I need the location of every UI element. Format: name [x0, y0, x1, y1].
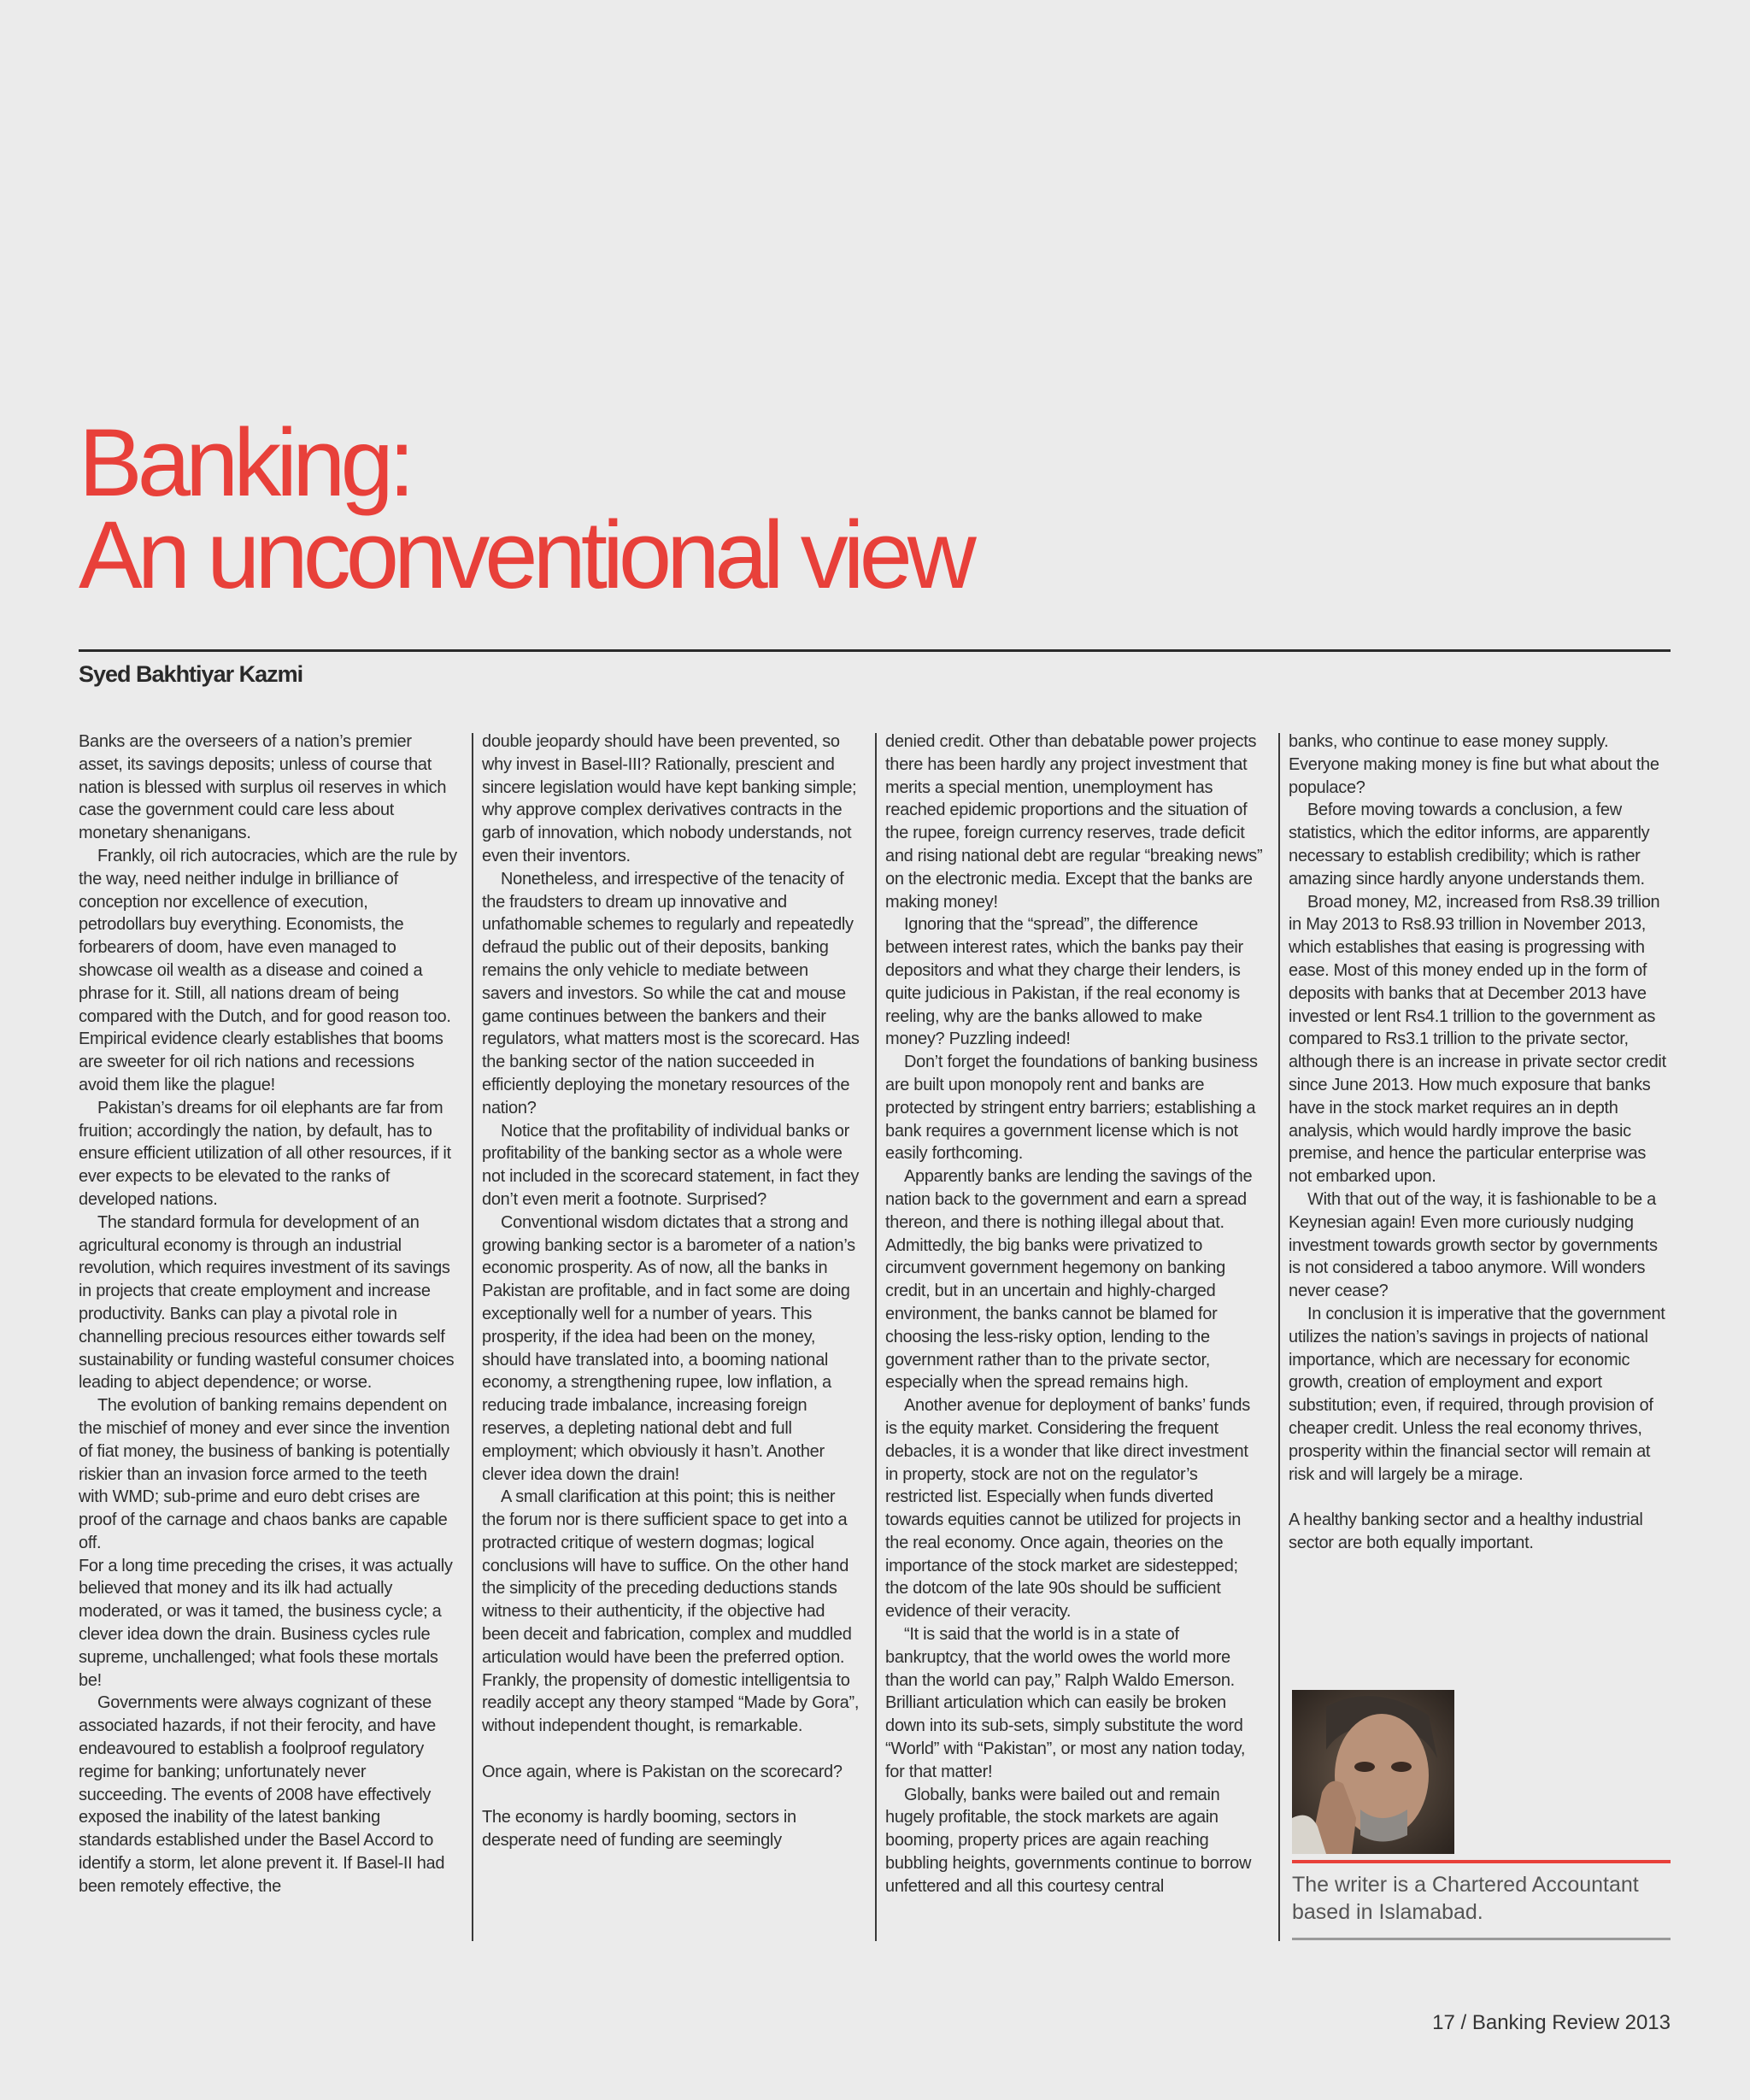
- title-divider: [79, 649, 1671, 652]
- paragraph: Another avenue for deployment of banks’ funds is the equity market. Considering the frequent debacles, it is a wonder that like direct investment in property, stock are not on the regulator’s restricted list. Especially when funds diverted towards equities cannot be utilized for projects in the real economy. Once again, theories on the importance of the stock market are sidestepped; the dotcom of the late 90s should be sufficient evidence of their veracity.: [885, 1396, 1250, 1622]
- paragraph: denied credit. Other than debatable power projects there has been hardly any project investment that merits a special mention, unemployment has reached epidemic proportions and the situation of the rupee, foreign currency reserves, trade deficit and rising national debt are regular “breaking news” on the electronic media. Except that the banks are making money!: [885, 732, 1263, 912]
- paragraph: Frankly, oil rich autocracies, which are the rule by the way, need neither indulge in brilliance of conception nor excellence of execution, petrodollars buy everything. Economists, the forbearers of doom, have even managed to showcase oil wealth as a disease and coined a phrase for it. Still, all nations dream of being compared with the Dutch, and for good reason too. Empirical evidence clearly establishes that booms are sweeter for oil rich nations and recessions avoid them like the plague!: [79, 846, 457, 1094]
- author-portrait: [1292, 1690, 1454, 1854]
- paragraph: The economy is hardly booming, sectors in desperate need of funding are seemingly: [482, 1808, 796, 1851]
- paragraph: Nonetheless, and irrespective of the tenacity of the fraudsters to dream up innovative and unfathomable schemes to regularly and repeatedly defraud the public out of their deposits, banking remains the only vehicle to mediate between savers and investors. So while the cat and mouse game continues between the bankers and their regulators, what matters most is the scorecard. Has the banking sector of the nation succeeded in efficiently deploying the monetary resources of the nation?: [482, 869, 860, 1117]
- title-line-1: Banking:: [79, 409, 410, 516]
- bio-bottom-rule: [1292, 1938, 1671, 1940]
- paragraph: In conclusion it is imperative that the government utilizes the nation’s savings in projects of national importance, which are necessary for economic growth, creation of employment and export substitution; even, if required, through provision of cheaper credit. Unless the real economy thrives, prosperity within the financial sector will remain at risk and will largely be a mirage.: [1289, 1304, 1665, 1484]
- paragraph: The standard formula for development of an agricultural economy is through an industrial revolution, which requires investment of its savings in projects that create employment and increase productivity. Banks can play a pivotal role in channelling precious resources either towards self sustainability or funding wasteful consumer choices leading to abject dependence; or worse.: [79, 1212, 455, 1393]
- paragraph: Notice that the profitability of individual banks or profitability of the banking sector as a whole were not included in the scorecard statement, in fact they don’t even merit a footnote. Surprised?: [482, 1121, 860, 1209]
- column-divider: [472, 733, 473, 1941]
- paragraph: For a long time preceding the crises, it was actually believed that money and its ilk had actually moderated, or was it tamed, the business cycle; a clever idea down the drain. Business cycles rule supreme, unchallenged; what fools these mortals be!: [79, 1556, 453, 1690]
- text-column-2: [482, 730, 860, 1852]
- paragraph: A small clarification at this point; this is neither the forum nor is there sufficient space to get into a protracted critique of western dogmas; logical conclusions will have to suffice. On the other hand the simplicity of the preceding deductions stands witness to their authenticity, if the objective had been deceit and fabrication, complex and muddled articulation would have been the preferred option. Frankly, the propensity of domestic intelligentsia to readily accept any theory stamped “Made by Gora”, without independent thought, is remarkable.: [482, 1487, 860, 1736]
- paragraph: Conventional wisdom dictates that a strong and growing banking sector is a barometer of a nation’s economic prosperity. As of now, all the banks in Pakistan are profitable, and in fact some are doing exceptionally well for a number of years. This prosperity, if the idea had been on the money, should have translated into, a booming national economy, a strengthening rupee, low inflation, a reducing trade imbalance, increasing foreign reserves, a depleting national debt and full employment; which obviously it hasn’t. Another clever idea down the drain!: [482, 1212, 855, 1484]
- paragraph: Banks are the overseers of a nation’s premier asset, its savings deposits; unless of course that nation is blessed with surplus oil reserves in which case the government could care less about monetary shenanigans.: [79, 732, 447, 843]
- paragraph: “It is said that the world is in a state of bankruptcy, that the world owes the world more than the world can pay,” Ralph Waldo Emerson. Brilliant articulation which can easily be broken down into its sub-sets, simply substitute the word “World” with “Pakistan”, or most any nation today, for that matter!: [885, 1625, 1246, 1781]
- text-column-1: [79, 730, 457, 1898]
- paragraph: double jeopardy should have been prevented, so why invest in Basel-III? Rationally, prescient and sincere legislation would have kept banking simple; why approve complex derivatives contracts in the garb of innovation, which nobody understands, not even their inventors.: [482, 732, 857, 865]
- author-bio: The writer is a Chartered Accountant based in Islamabad.: [1292, 1873, 1639, 1924]
- paragraph: The evolution of banking remains dependent on the mischief of money and ever since the invention of fiat money, the business of banking is potentially riskier than an invasion force armed to the teeth with WMD; sub-prime and euro debt crises are proof of the carnage and chaos banks are capable off.: [79, 1396, 450, 1552]
- text-column-3: [885, 730, 1264, 1898]
- paragraph: Don’t forget the foundations of banking business are built upon monopoly rent and banks are protected by stringent entry barriers; establishing a bank requires a government license which is not easily forthcoming.: [885, 1053, 1258, 1164]
- paragraph: Once again, where is Pakistan on the scorecard?: [482, 1762, 843, 1781]
- paragraph: Governments were always cognizant of these associated hazards, if not their ferocity, and have endeavoured to establish a foolproof regulatory regime for banking; unfortunately never succeeding. The events of 2008 have effectively exposed the inability of the latest banking standards established under the Basel Accord to identify a storm, let alone prevent it. If Basel-II had been remotely effective, the: [79, 1693, 445, 1896]
- column-divider: [875, 733, 877, 1941]
- paragraph: With that out of the way, it is fashionable to be a Keynesian again! Even more curiously nudging investment towards growth sector by governments is not considered a taboo anymore. Will wonders never cease?: [1289, 1189, 1658, 1301]
- article-title: [79, 409, 972, 608]
- title-line-2: An unconventional view: [79, 502, 972, 608]
- paragraph: Globally, banks were bailed out and remain hugely profitable, the stock markets are again booming, property prices are again reaching bubbling heights, governments continue to borrow unfettered and all this courtesy central: [885, 1785, 1252, 1896]
- column-divider: [1278, 733, 1280, 1941]
- page-folio: 17 / Banking Review 2013: [1432, 2011, 1671, 2034]
- paragraph: Apparently banks are lending the savings of the nation back to the government and earn a spread thereon, and there is nothing illegal about that. Admittedly, the big banks were privatized to circumvent government hegemony on banking credit, but in an uncertain and highly-charged environment, the banks cannot be blamed for choosing the less-risky option, lending to the government rather than to the private sector, especially when the spread remains high.: [885, 1167, 1253, 1393]
- bio-accent-rule: [1292, 1860, 1671, 1863]
- text-column-4: [1289, 730, 1667, 1555]
- paragraph: Broad money, M2, increased from Rs8.39 trillion in May 2013 to Rs8.93 trillion in November 2013, which establishes that easing is progressing with ease. Most of this money ended up in the form of deposits with banks that at December 2013 have invested or lent Rs4.1 trillion to the government as compared to Rs3.1 trillion to the private sector, although there is an increase in private sector credit since June 2013. How much exposure that banks have in the stock market requires an in depth analysis, which would hardly improve the basic premise, and hence the particular enterprise was not embarked upon.: [1289, 892, 1666, 1187]
- paragraph: banks, who continue to ease money supply. Everyone making money is fine but what about the populace?: [1289, 732, 1659, 797]
- author-byline: Syed Bakhtiyar Kazmi: [79, 661, 303, 687]
- paragraph: A healthy banking sector and a healthy industrial sector are both equally important.: [1289, 1510, 1643, 1552]
- paragraph: Pakistan’s dreams for oil elephants are far from fruition; accordingly the nation, by default, has to ensure efficient utilization of all other resources, if it ever expects to be elevated to the ranks of developed nations.: [79, 1098, 451, 1209]
- paragraph: Ignoring that the “spread”, the difference between interest rates, which the banks pay their depositors and what they charge their lenders, is quite judicious in Pakistan, if the real economy is reeling, why are the banks allowed to make money? Puzzling indeed!: [885, 915, 1243, 1049]
- paragraph: Before moving towards a conclusion, a few statistics, which the editor informs, are apparently necessary to establish credibility; which is rather amazing since hardly anyone understands them.: [1289, 801, 1650, 889]
